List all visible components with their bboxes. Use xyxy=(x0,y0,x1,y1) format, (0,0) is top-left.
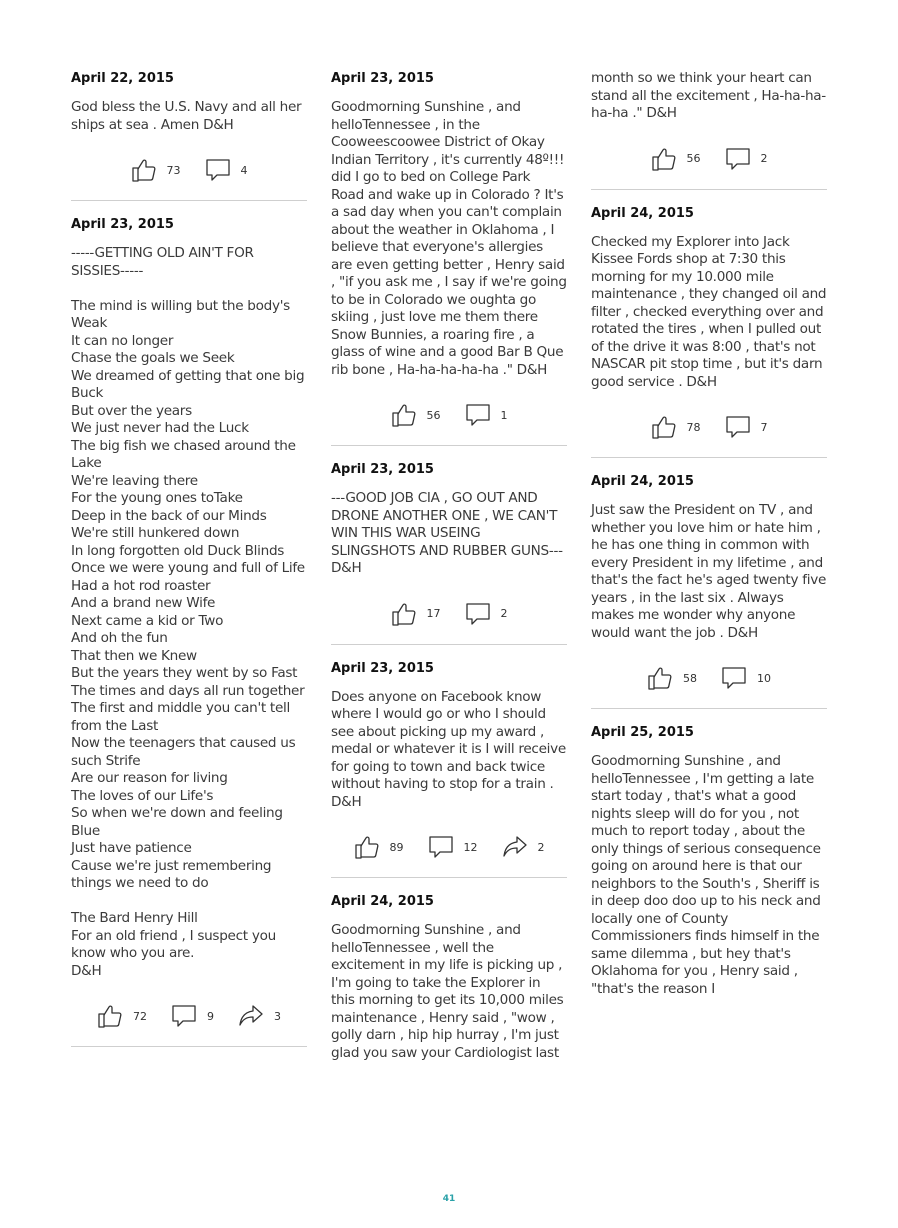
post-stats xyxy=(591,407,827,447)
thumbs-up-icon xyxy=(391,601,417,627)
like-count: 73 xyxy=(166,163,181,177)
post xyxy=(331,660,570,879)
post-stats xyxy=(591,658,827,698)
comment-icon xyxy=(428,834,454,860)
like-stat[interactable] xyxy=(391,402,441,428)
like-stat[interactable] xyxy=(651,146,701,172)
post-text: Goodmorning Sunshine , and helloTennessee , in the Cooweescoowee District of Okay Indian Territory , it's currently 48º!!! did I go to bed on College Park Road and wake up in Colorado ? It's a sad day when you can't complain about the weather in Oklahoma , I believe that everyone's allergies are even getting better , Henry said , "if you ask me , I say if we're going to be in Colorado we oughta go skiing , just love me them there Snow Bunnies, a roaring fire , a glass of wine and a good Bar B Que rib bone , Ha-ha-ha-ha-ha ." D&H xyxy=(331,99,571,378)
share-stat[interactable] xyxy=(502,834,545,860)
post-date: April 24, 2015 xyxy=(591,205,694,221)
comment-count: 12 xyxy=(463,840,478,854)
column-3 xyxy=(591,70,831,998)
comment-icon xyxy=(465,402,491,428)
comment-count: 1 xyxy=(500,408,508,422)
post-text: Checked my Explorer into Jack Kissee Fords shop at 7:30 this morning for my 10.000 mile maintenance , they changed oil and filter , checked everything over and rotated the tires , when I pulled out of the drive it was 8:00 , that's not NASCAR pit stop time , but it's darn good service . D&H xyxy=(591,233,831,390)
post-continuation xyxy=(591,70,827,190)
comment-count: 4 xyxy=(240,163,248,177)
like-count: 89 xyxy=(389,840,404,854)
post xyxy=(71,70,307,201)
comment-count: 9 xyxy=(207,1009,214,1023)
comment-count: 7 xyxy=(760,420,768,434)
post-date: April 24, 2015 xyxy=(591,474,694,489)
post-stats xyxy=(71,150,307,190)
like-stat[interactable] xyxy=(97,1003,147,1029)
post xyxy=(331,70,571,446)
comment-count: 2 xyxy=(500,607,508,620)
post-text: Just saw the President on TV , and whether you love him or hate him , he has one thing in common with every President in my lifetime , and that's the fact he's aged twenty five years , in the last six . Always makes me wonder why anyone would want the job . D&H xyxy=(591,502,831,641)
like-count: 56 xyxy=(686,152,701,165)
comment-stat[interactable] xyxy=(465,402,508,428)
post-stats xyxy=(331,395,567,435)
like-count: 58 xyxy=(683,671,697,685)
post-date: April 23, 2015 xyxy=(331,660,434,676)
post-date: April 24, 2015 xyxy=(331,894,434,909)
like-count: 72 xyxy=(133,1009,147,1023)
post-date: April 23, 2015 xyxy=(331,462,434,477)
post xyxy=(591,205,831,459)
post-stats xyxy=(331,827,567,867)
column-2 xyxy=(331,70,571,1062)
like-count: 56 xyxy=(426,408,441,422)
comment-icon xyxy=(721,665,747,691)
comment-icon xyxy=(725,146,751,172)
post-text: Goodmorning Sunshine , and helloTennessee , I'm getting a late start today , that's what a good nights sleep will do for you , not much to report today , about the only things of serious consequence going on around here is that our neighbors to the South's , Sheriff is in deep doo doo up to his neck and locally one of County Commissioners finds himself in the same dilemma , but hey that's Oklahoma for you , Henry said , "that's the reason I xyxy=(591,753,825,997)
comment-stat[interactable] xyxy=(171,1003,214,1029)
post xyxy=(591,724,827,998)
column-1 xyxy=(71,70,307,1062)
comment-stat[interactable] xyxy=(725,414,768,440)
comment-stat[interactable] xyxy=(721,665,771,691)
thumbs-up-icon xyxy=(97,1003,123,1029)
thumbs-up-icon xyxy=(391,402,417,428)
comment-count: 10 xyxy=(757,671,771,685)
post-text: Does anyone on Facebook know where I would go or who I should see about picking up my award , medal or whatever it is I will receive for going to town and back twice without having to stop for a train . D&H xyxy=(331,688,570,810)
thumbs-up-icon xyxy=(131,157,157,183)
comment-icon xyxy=(465,601,491,627)
share-stat[interactable] xyxy=(238,1003,281,1029)
like-stat[interactable] xyxy=(647,665,697,691)
post xyxy=(331,893,567,1062)
like-stat[interactable] xyxy=(391,601,441,627)
post-text: God bless the U.S. Navy and all her ships at sea . Amen D&H xyxy=(71,99,306,133)
like-count: 17 xyxy=(426,607,441,620)
post xyxy=(71,216,307,1047)
comment-stat[interactable] xyxy=(465,601,508,627)
share-count: 3 xyxy=(274,1009,281,1023)
post-date: April 25, 2015 xyxy=(591,725,694,740)
thumbs-up-icon xyxy=(651,414,677,440)
thumbs-up-icon xyxy=(651,146,677,172)
comment-icon xyxy=(171,1003,197,1029)
like-stat[interactable] xyxy=(651,414,701,440)
share-count: 2 xyxy=(537,840,545,854)
like-stat[interactable] xyxy=(354,834,404,860)
post-text: month so we think your heart can stand all the excitement , Ha-ha-ha-ha-ha ." D&H xyxy=(591,70,826,121)
post xyxy=(331,461,567,645)
comment-stat[interactable] xyxy=(725,146,768,172)
post xyxy=(591,473,831,709)
like-stat[interactable] xyxy=(131,157,181,183)
comment-stat[interactable] xyxy=(428,834,478,860)
post-text: ---GOOD JOB CIA , GO OUT AND DRONE ANOTHER ONE , WE CAN'T WIN THIS WAR USEING SLINGSHOTS AND RUBBER GUNS--- D&H xyxy=(331,490,567,576)
thumbs-up-icon xyxy=(354,834,380,860)
page-number: 41 xyxy=(442,1194,456,1204)
thumbs-up-icon xyxy=(647,665,673,691)
post-stats xyxy=(591,139,827,179)
share-arrow-icon xyxy=(502,834,528,860)
comment-icon xyxy=(205,157,231,183)
post-date: April 23, 2015 xyxy=(71,217,174,232)
post-text: -----GETTING OLD AIN'T FOR SISSIES----- The mind is willing but the body's Weak It can no longer Chase the goals we Seek We dreamed of getting that one big Buck But over the years We just never had the Luck The big fish we chased around the Lake We're leaving there For the young ones toTake Deep in the back of our Minds We're still hunkered down In long forgotten old Duck Blinds Once we were young and full of Life Had a hot rod roaster And a brand new Wife Next came a kid or Two And oh the fun That then we Knew But the years they went by so Fast The times and days all run together The first and middle you can't tell from the Last Now the teenagers that caused us such Strife Are our reason for living The loves of our Life's So when we're down and feeling Blue Just have patience Cause we're just remembering things we need to do The Bard Henry Hill For an old friend , I suspect you know who you are. D&H xyxy=(71,245,305,979)
post-text: Goodmorning Sunshine , and helloTennessee , well the excitement in my life is picking up , I'm going to take the Explorer in this morning to get its 10,000 miles maintenance , Henry said , "wow , golly darn , hip hip hurray , I'm just glad you saw your Cardiologist last xyxy=(331,922,568,1061)
post-stats xyxy=(331,594,567,634)
post-date: April 23, 2015 xyxy=(331,71,434,86)
post-stats xyxy=(71,996,307,1036)
post-date: April 22, 2015 xyxy=(71,71,174,86)
comment-stat[interactable] xyxy=(205,157,248,183)
comment-icon xyxy=(725,414,751,440)
like-count: 78 xyxy=(686,420,701,434)
share-arrow-icon xyxy=(238,1003,264,1029)
comment-count: 2 xyxy=(760,152,768,165)
